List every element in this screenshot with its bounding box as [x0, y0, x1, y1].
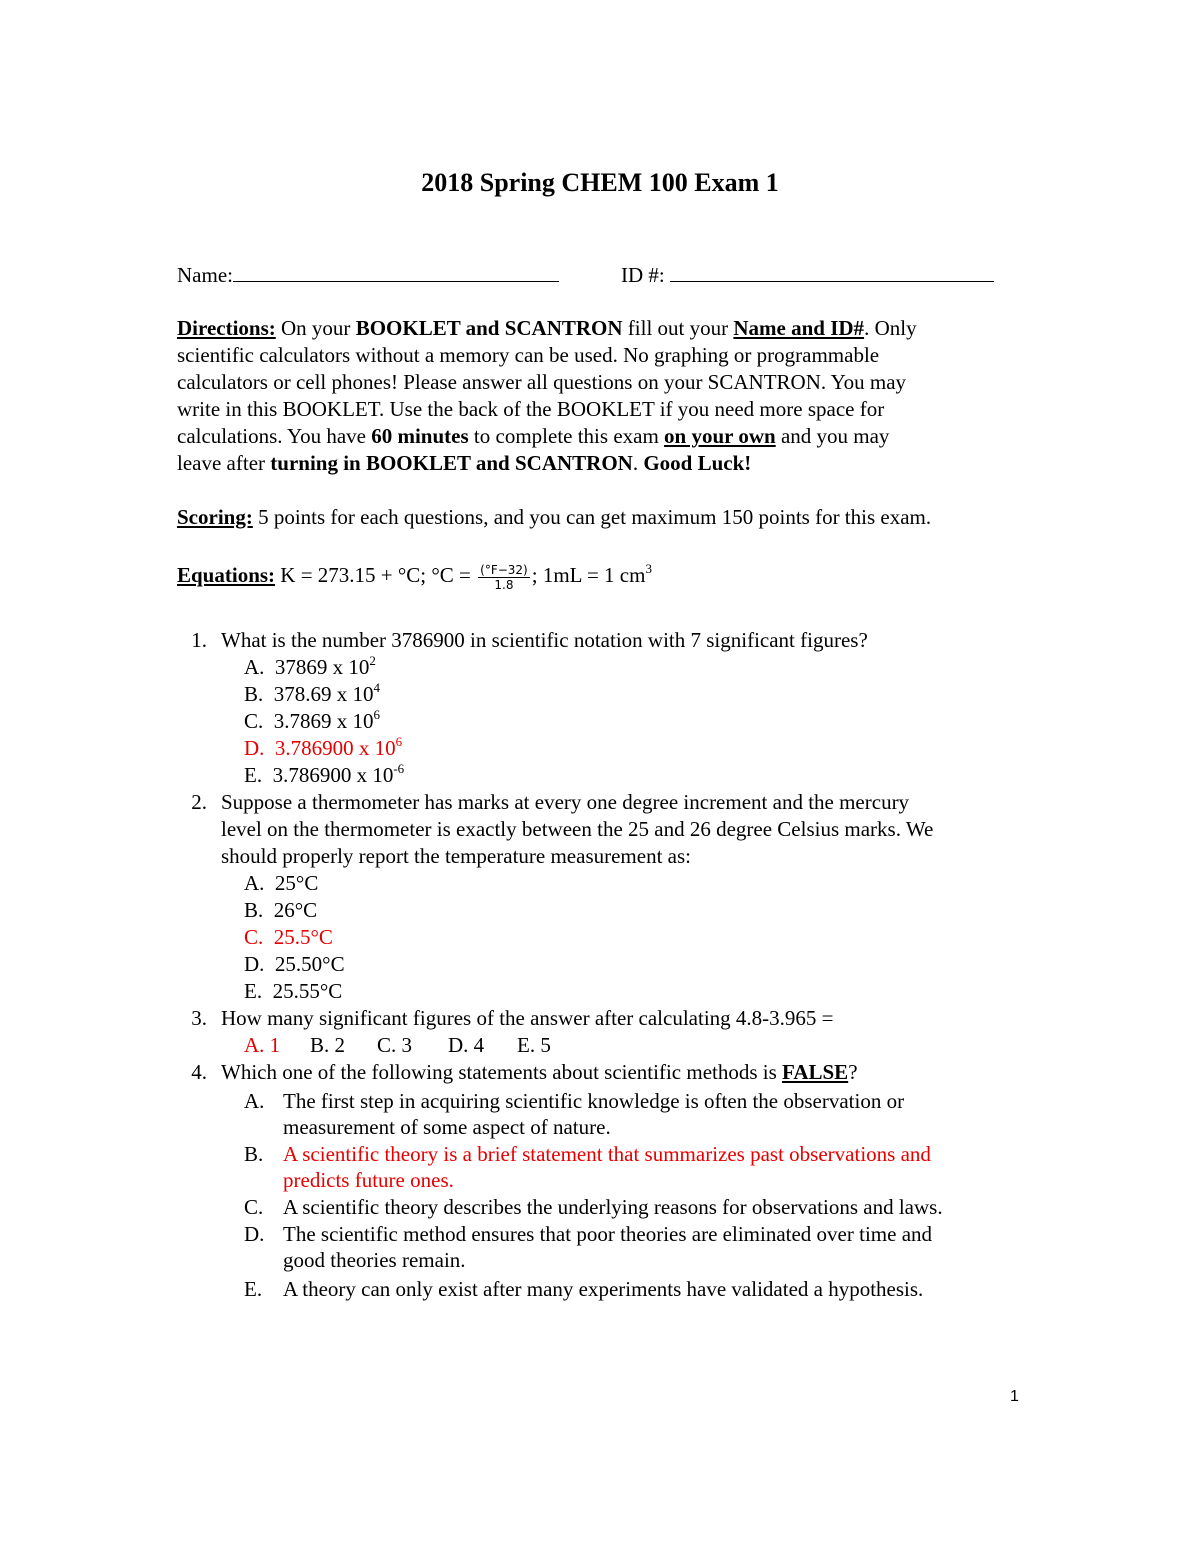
q3-option-e[interactable]: E. 5	[517, 1033, 551, 1057]
option-letter: D.	[244, 952, 265, 976]
option-text: 25.50°C	[274, 952, 345, 976]
option-letter: B.	[244, 1142, 264, 1166]
question-text: How many significant figures of the answer after calculating 4.8-3.965 =	[221, 1006, 834, 1030]
equation-text: ; 1mL = 1 cm	[531, 563, 646, 587]
option-text: 378.69 x 10	[273, 682, 374, 706]
fraction-denominator: 1.8	[494, 577, 514, 592]
question-2-line-2: level on the thermometer is exactly between the 25 and 26 degree Celsius marks. We	[221, 817, 934, 841]
scoring-label: Scoring:	[177, 505, 253, 529]
q4-option-b-line-2: predicts future ones.	[283, 1168, 454, 1192]
equation-text: K = 273.15 + °C; °C =	[275, 563, 477, 587]
q1-option-e[interactable]	[244, 762, 404, 789]
option-text: 25.55°C	[272, 979, 343, 1003]
text: to complete this exam	[468, 424, 665, 448]
directions-line-6	[177, 450, 751, 477]
option-letter: D.	[244, 736, 265, 760]
option-letter: D.	[244, 1222, 265, 1246]
q2-option-e[interactable]	[244, 978, 342, 1005]
q3-option-a-answer[interactable]: A. 1	[244, 1033, 281, 1057]
q4-option-d-line-2: good theories remain.	[283, 1248, 466, 1272]
question-number: 3.	[191, 1006, 207, 1030]
exponent: 6	[395, 734, 403, 749]
option-letter: E.	[244, 763, 263, 787]
text: and you may	[775, 424, 890, 448]
option-text: 3.7869 x 10	[273, 709, 374, 733]
emphasis: Name and ID#	[733, 316, 865, 340]
emphasis: BOOKLET and SCANTRON	[355, 316, 623, 340]
q4-option-a[interactable]	[244, 1088, 905, 1115]
question-text: What is the number 3786900 in scientific notation with 7 significant figures?	[221, 628, 868, 652]
q4-option-b-answer[interactable]	[244, 1141, 931, 1168]
emphasis: FALSE	[782, 1060, 849, 1084]
text: . Only	[864, 316, 917, 340]
equations-label: Equations:	[177, 563, 276, 587]
option-text: A scientific theory describes the underlying reasons for observations and laws.	[283, 1195, 943, 1219]
directions-line-4: write in this BOOKLET. Use the back of the BOOKLET if you need more space for	[177, 397, 885, 421]
q4-option-e[interactable]	[244, 1276, 924, 1303]
exponent: 6	[373, 707, 381, 722]
q2-option-c-answer[interactable]	[244, 924, 333, 951]
name-blank[interactable]	[233, 263, 559, 282]
option-text: 25°C	[274, 871, 319, 895]
name-label: Name:	[177, 263, 233, 287]
text: ?	[848, 1060, 858, 1084]
exam-title: 2018 Spring CHEM 100 Exam 1	[421, 168, 779, 197]
option-letter: C.	[244, 1195, 264, 1219]
option-text: 3.786900 x 10	[272, 763, 394, 787]
emphasis: 60 minutes	[371, 424, 469, 448]
option-letter: E.	[244, 979, 263, 1003]
q1-option-c[interactable]	[244, 708, 380, 735]
question-number: 1.	[191, 628, 207, 652]
option-letter: A.	[244, 655, 265, 679]
id-field-row	[621, 262, 994, 289]
option-text: A theory can only exist after many experiments have validated a hypothesis.	[283, 1277, 924, 1301]
q3-option-b[interactable]: B. 2	[310, 1033, 346, 1057]
question-number: 2.	[191, 790, 207, 814]
option-text: 26°C	[273, 898, 318, 922]
text: leave after	[177, 451, 271, 475]
directions-line-5	[177, 423, 889, 450]
q1-option-b[interactable]	[244, 681, 380, 708]
q1-option-d-answer[interactable]	[244, 735, 402, 762]
q4-option-c[interactable]	[244, 1194, 943, 1221]
scoring-line	[177, 504, 931, 531]
text: fill out your	[622, 316, 734, 340]
name-field-row	[177, 262, 559, 289]
option-letter: A.	[244, 871, 265, 895]
q2-option-a[interactable]	[244, 870, 318, 897]
text: On your	[275, 316, 356, 340]
option-letter: B.	[244, 898, 264, 922]
option-text: 25.5°C	[273, 925, 333, 949]
option-text: 3.786900 x 10	[274, 736, 396, 760]
directions-line-3: calculators or cell phones! Please answer all questions on your SCANTRON. You may	[177, 370, 907, 394]
emphasis: on your own	[664, 424, 776, 448]
text: calculations. You have	[177, 424, 372, 448]
q3-option-d[interactable]: D. 4	[448, 1033, 485, 1057]
q2-option-d[interactable]	[244, 951, 345, 978]
question-text: Suppose a thermometer has marks at every one degree increment and the mercury	[221, 790, 910, 814]
option-letter: C.	[244, 925, 264, 949]
scoring-text: 5 points for each questions, and you can get maximum 150 points for this exam.	[252, 505, 932, 529]
directions-label: Directions:	[177, 316, 276, 340]
question-number: 4.	[191, 1060, 207, 1084]
emphasis: turning in BOOKLET and SCANTRON	[270, 451, 633, 475]
directions-line-1	[177, 315, 917, 342]
option-letter: B.	[244, 682, 264, 706]
option-letter: E.	[244, 1277, 263, 1301]
emphasis: Good Luck!	[643, 451, 752, 475]
text: Which one of the following statements about scientific methods is	[221, 1060, 783, 1084]
exponent: 4	[373, 680, 381, 695]
fahrenheit-fraction	[478, 563, 530, 592]
question-2-line-3: should properly report the temperature measurement as:	[221, 844, 691, 868]
id-blank[interactable]	[670, 263, 994, 282]
q2-option-b[interactable]	[244, 897, 317, 924]
page-number: 1	[1010, 1388, 1019, 1405]
fraction-numerator: (°F−32)	[480, 562, 528, 577]
q3-option-c[interactable]: C. 3	[377, 1033, 413, 1057]
directions-line-2: scientific calculators without a memory can be used. No graphing or programmable	[177, 343, 880, 367]
q4-option-a-line-2: measurement of some aspect of nature.	[283, 1115, 611, 1139]
option-text: A scientific theory is a brief statement that summarizes past observations and	[283, 1142, 931, 1166]
text: .	[632, 451, 644, 475]
option-text: The first step in acquiring scientific knowledge is often the observation or	[283, 1089, 905, 1113]
q1-option-a[interactable]	[244, 654, 376, 681]
option-text: The scientific method ensures that poor theories are eliminated over time and	[283, 1222, 933, 1246]
exponent: -6	[393, 761, 405, 776]
option-text: 37869 x 10	[274, 655, 370, 679]
equations-line	[177, 562, 652, 592]
question-text	[221, 1059, 858, 1086]
q4-option-d[interactable]	[244, 1221, 933, 1248]
exponent: 2	[369, 653, 376, 668]
superscript: 3	[645, 561, 652, 576]
id-label: ID #:	[621, 263, 665, 287]
option-letter: C.	[244, 709, 264, 733]
option-letter: A.	[244, 1089, 265, 1113]
